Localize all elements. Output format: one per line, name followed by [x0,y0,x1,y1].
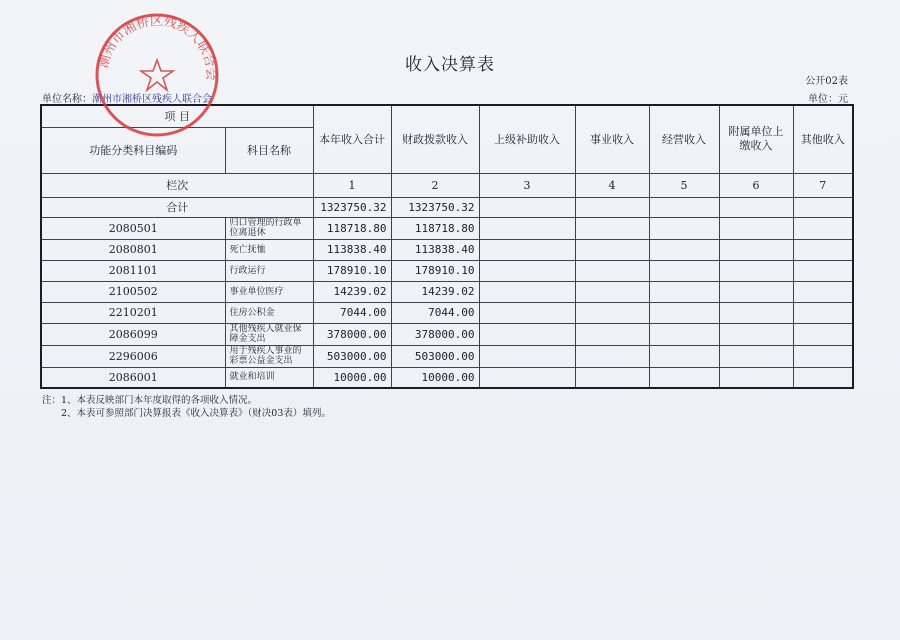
lanci-1: 1 [313,173,391,197]
row-code: 2086001 [41,367,225,388]
row-name: 用于残疾人事业的彩票公益金支出 [225,345,313,367]
income-table [40,104,854,389]
note-2: 2、本表可参照部门决算报表《收入决算表》（财决03表）填列。 [42,408,331,419]
empty-cell [479,197,575,217]
empty-cell [793,197,853,217]
header-col-5: 经营收入 [649,105,719,173]
empty-cell [575,197,649,217]
empty-cell [649,197,719,217]
lanci-label: 栏次 [41,173,313,197]
row-total-income: 14239.02 [313,281,391,302]
table-row [41,302,853,323]
empty-cell [479,281,575,302]
row-name: 归口管理的行政单位离退休 [225,217,313,239]
table-row [41,217,853,239]
empty-cell [649,323,719,345]
empty-cell [575,367,649,388]
row-code: 2100502 [41,281,225,302]
row-name: 事业单位医疗 [225,281,313,302]
empty-cell [793,302,853,323]
empty-cell [793,281,853,302]
lanci-2: 2 [391,173,479,197]
lanci-5: 5 [649,173,719,197]
header-col-4: 事业收入 [575,105,649,173]
row-name: 住房公积金 [225,302,313,323]
page-title: 收入决算表 [405,55,495,75]
header-col-6: 附属单位上缴收入 [719,105,793,173]
empty-cell [479,323,575,345]
empty-cell [793,345,853,367]
header-col-2: 财政拨款收入 [391,105,479,173]
empty-cell [479,217,575,239]
total-row [41,197,853,217]
row-code: 2086099 [41,323,225,345]
row-name: 行政运行 [225,260,313,281]
empty-cell [649,281,719,302]
empty-cell [649,302,719,323]
empty-cell [575,323,649,345]
empty-cell [649,260,719,281]
row-fiscal-income: 503000.00 [391,345,479,367]
data-rows [41,217,853,388]
empty-cell [719,260,793,281]
row-fiscal-income: 14239.02 [391,281,479,302]
table-row [41,345,853,367]
row-total-income: 503000.00 [313,345,391,367]
empty-cell [479,345,575,367]
lanci-6: 6 [719,173,793,197]
row-total-income: 378000.00 [313,323,391,345]
header-col-3: 上级补助收入 [479,105,575,173]
table-row [41,239,853,260]
table-row [41,367,853,388]
empty-cell [793,217,853,239]
total-label: 合计 [41,197,313,217]
empty-cell [719,281,793,302]
row-total-income: 10000.00 [313,367,391,388]
empty-cell [719,323,793,345]
empty-cell [575,239,649,260]
empty-cell [719,217,793,239]
empty-cell [575,281,649,302]
empty-cell [575,302,649,323]
empty-cell [719,197,793,217]
table-row [41,281,853,302]
row-code: 2080501 [41,217,225,239]
official-seal [92,10,222,140]
header-code: 功能分类科目编码 [41,127,225,173]
row-name: 就业和培训 [225,367,313,388]
unit-name-label: 单位名称： [42,94,92,105]
form-number: 公开02表 [805,76,848,87]
row-total-income: 178910.10 [313,260,391,281]
row-fiscal-income: 378000.00 [391,323,479,345]
empty-cell [793,260,853,281]
row-name: 其他残疾人就业保障金支出 [225,323,313,345]
empty-cell [649,345,719,367]
row-fiscal-income: 118718.80 [391,217,479,239]
empty-cell [575,345,649,367]
empty-cell [575,217,649,239]
unit-label: 单位：元 [808,94,848,105]
lanci-row [41,173,853,197]
seal-text [95,14,218,81]
notes [42,394,331,420]
row-total-income: 7044.00 [313,302,391,323]
empty-cell [479,239,575,260]
empty-cell [649,239,719,260]
row-total-income: 113838.40 [313,239,391,260]
empty-cell [479,260,575,281]
empty-cell [719,345,793,367]
row-code: 2080801 [41,239,225,260]
total-v2: 1323750.32 [391,197,479,217]
empty-cell [479,302,575,323]
row-code: 2296006 [41,345,225,367]
header-col-7: 其他收入 [793,105,853,173]
table-row [41,260,853,281]
row-fiscal-income: 178910.10 [391,260,479,281]
row-fiscal-income: 10000.00 [391,367,479,388]
seal-text-path: 潮州市湘桥区残疾人联合会 [96,13,219,81]
lanci-4: 4 [575,173,649,197]
total-v1: 1323750.32 [313,197,391,217]
row-fiscal-income: 7044.00 [391,302,479,323]
header-name: 科目名称 [225,127,313,173]
empty-cell [649,367,719,388]
empty-cell [479,367,575,388]
empty-cell [649,217,719,239]
row-code: 2210201 [41,302,225,323]
row-code: 2081101 [41,260,225,281]
header-col-1: 本年收入合计 [313,105,391,173]
header-xiangmu: 项 目 [41,105,313,127]
seal-star [141,60,173,90]
note-1: 注：1、本表反映部门本年度取得的各项收入情况。 [42,395,258,406]
empty-cell [575,260,649,281]
row-name: 死亡抚恤 [225,239,313,260]
empty-cell [793,323,853,345]
empty-cell [719,239,793,260]
row-fiscal-income: 113838.40 [391,239,479,260]
table-row [41,323,853,345]
empty-cell [793,239,853,260]
row-total-income: 118718.80 [313,217,391,239]
lanci-3: 3 [479,173,575,197]
empty-cell [793,367,853,388]
empty-cell [719,302,793,323]
empty-cell [719,367,793,388]
lanci-7: 7 [793,173,853,197]
unit-name-value: 潮州市湘桥区残疾人联合会 [92,94,212,105]
